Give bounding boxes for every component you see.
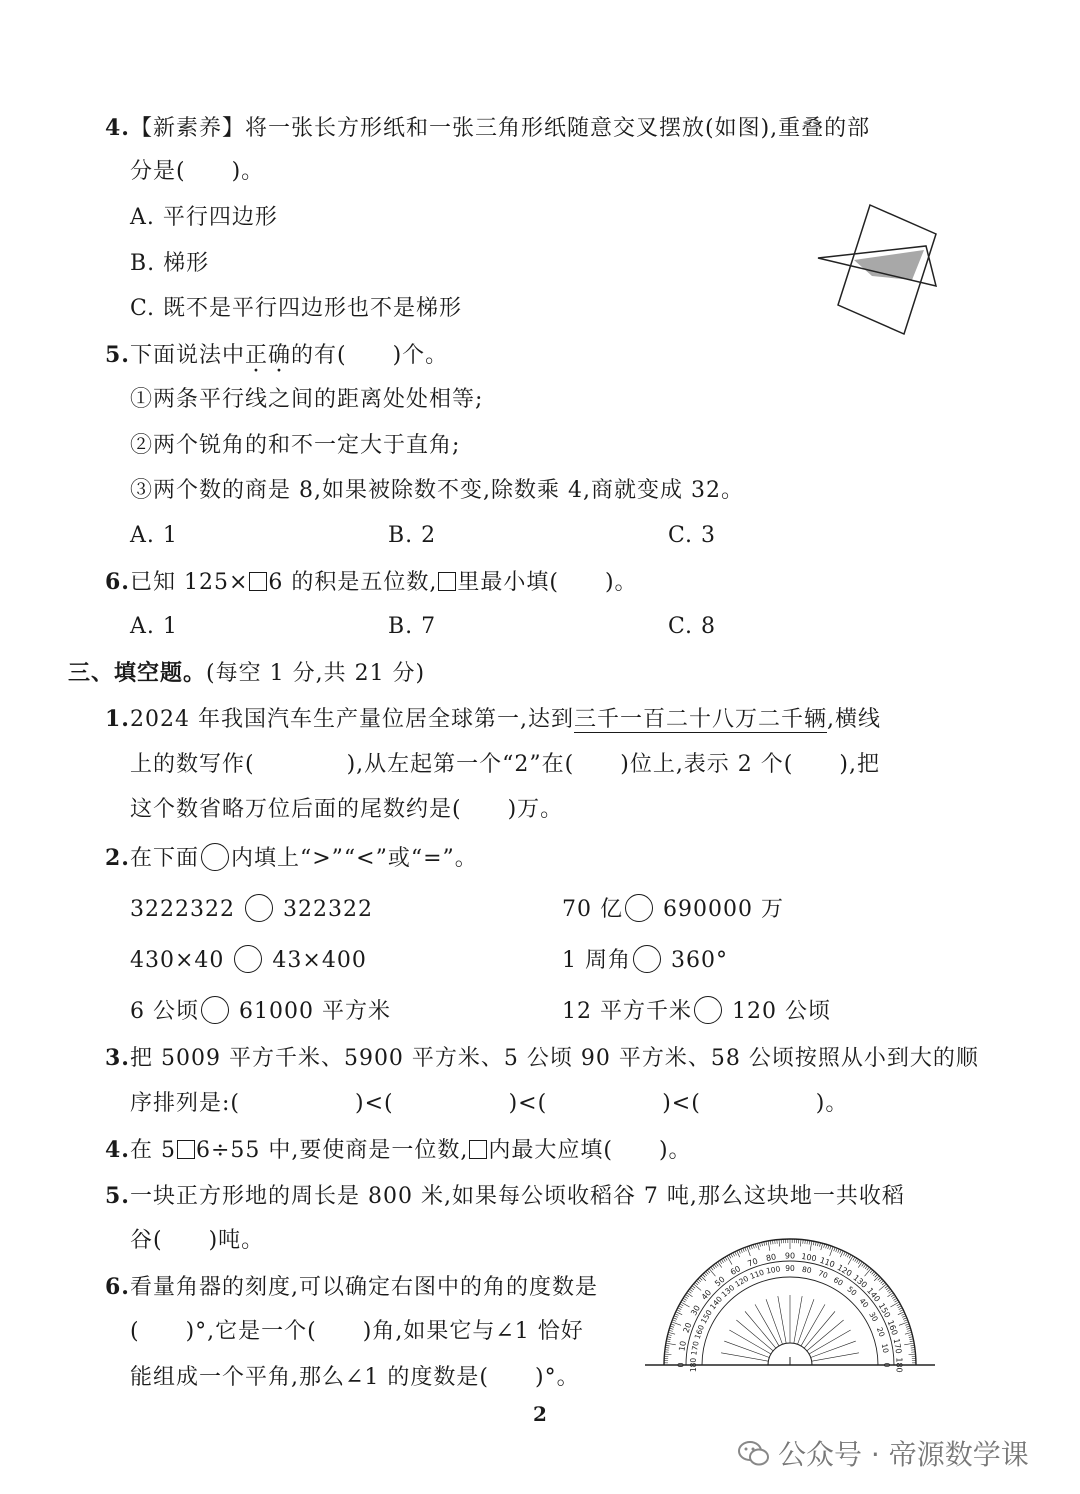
f6-line1 xyxy=(105,1273,598,1302)
protractor-tick xyxy=(681,1302,690,1307)
q6-number: 6. xyxy=(105,569,130,595)
protractor-outer-label: 110 xyxy=(818,1255,836,1270)
protractor-tick xyxy=(682,1300,685,1302)
f1-underlined: 三千一百二十八万二千辆 xyxy=(573,707,827,732)
f2-row1-right xyxy=(562,894,784,924)
q4-line1 xyxy=(105,114,870,143)
protractor-tick xyxy=(907,1330,911,1331)
f1-number: 1. xyxy=(105,706,130,732)
protractor-radial xyxy=(745,1311,776,1348)
protractor-tick xyxy=(733,1253,735,1257)
f2-row2-right xyxy=(562,945,728,975)
protractor-outer-label: 180 xyxy=(894,1357,904,1373)
protractor-tick xyxy=(843,1252,845,1256)
q5-statement-1: ①两条平行线之间的距离处处相等; xyxy=(130,387,484,412)
protractor-tick xyxy=(701,1276,706,1281)
q5-option-b: B. 2 xyxy=(388,523,437,548)
protractor-tick xyxy=(878,1277,881,1280)
blank-box xyxy=(249,572,267,591)
q5-statement-2: ②两个锐角的和不一定大于直角; xyxy=(130,433,461,458)
protractor-tick xyxy=(702,1274,705,1277)
protractor-tick xyxy=(909,1339,913,1340)
compare-right: 61000 平方米 xyxy=(239,999,391,1024)
protractor-tick xyxy=(838,1249,840,1253)
q5-option-a: A. 1 xyxy=(130,523,178,548)
protractor-tick xyxy=(753,1245,754,1249)
protractor-inner-label: 20 xyxy=(874,1325,887,1339)
protractor-tick xyxy=(670,1328,674,1329)
protractor-tick xyxy=(751,1245,752,1249)
protractor-outer-label: 50 xyxy=(713,1274,727,1289)
protractor-tick xyxy=(800,1239,801,1246)
protractor-tick xyxy=(853,1257,855,1260)
protractor-tick xyxy=(902,1316,906,1318)
f1-pre: 2024 年我国汽车生产量位居全球第一,达到 xyxy=(129,707,574,732)
protractor-tick xyxy=(863,1264,865,1267)
protractor-tick xyxy=(899,1308,903,1310)
protractor-radial xyxy=(721,1353,768,1361)
protractor-outer-label: 60 xyxy=(728,1264,743,1278)
compare-circle xyxy=(201,843,229,871)
protractor-inner-label: 80 xyxy=(801,1264,813,1276)
protractor-tick xyxy=(849,1255,851,1258)
compare-right: 120 公顷 xyxy=(732,999,831,1024)
section-3-note: (每空 1 分,共 21 分) xyxy=(206,661,426,686)
f1-line1 xyxy=(105,705,881,734)
page-number: 2 xyxy=(533,1402,547,1426)
protractor-tick xyxy=(671,1324,675,1325)
protractor-tick xyxy=(691,1287,694,1289)
q6-line1 xyxy=(105,568,638,597)
compare-circle[interactable] xyxy=(625,894,653,922)
q5-emphasis-2: 确 xyxy=(268,343,292,368)
f1-post: ,横线 xyxy=(826,707,881,732)
protractor-tick xyxy=(824,1244,825,1248)
q5-number: 5. xyxy=(105,342,130,368)
protractor-outer-label: 150 xyxy=(876,1301,893,1320)
f6-line3: 能组成一个平角,那么∠1 的度数是( )°。 xyxy=(130,1365,580,1390)
f6-line2: ( )°,它是一个( )角,如果它与∠1 恰好 xyxy=(130,1319,584,1344)
protractor-tick xyxy=(768,1241,770,1251)
protractor-inner-label: 10 xyxy=(879,1342,891,1354)
compare-circle[interactable] xyxy=(633,945,661,973)
protractor-tick xyxy=(755,1244,756,1248)
protractor-tick xyxy=(904,1343,914,1345)
protractor-tick xyxy=(905,1332,912,1334)
protractor-tick xyxy=(677,1310,681,1312)
protractor-tick xyxy=(745,1247,746,1251)
compare-circle[interactable] xyxy=(694,996,722,1024)
protractor-inner-label: 110 xyxy=(748,1267,766,1281)
compare-right: 322322 xyxy=(282,897,373,922)
protractor-tick xyxy=(900,1310,904,1312)
protractor-tick xyxy=(828,1245,829,1249)
protractor-tick xyxy=(678,1308,682,1310)
protractor-tick xyxy=(696,1281,699,1284)
protractor-outer-label: 120 xyxy=(835,1262,854,1279)
blank-box xyxy=(177,1140,195,1159)
protractor-tick xyxy=(901,1314,905,1316)
protractor-tick xyxy=(897,1304,900,1306)
protractor-tick xyxy=(716,1263,718,1266)
protractor-tick xyxy=(689,1289,692,1291)
q6-option-c: C. 8 xyxy=(668,614,717,639)
protractor-outer-label: 40 xyxy=(699,1288,714,1302)
protractor-tick xyxy=(766,1241,767,1245)
protractor-tick xyxy=(729,1255,731,1258)
protractor-tick xyxy=(720,1261,722,1264)
f1-line3: 这个数省略万位后面的尾数约是( )万。 xyxy=(130,797,564,822)
protractor-tick xyxy=(834,1247,835,1251)
q5-emphasis-1: 正 xyxy=(244,343,268,368)
f5-text: 一块正方形地的周长是 800 米,如果每公顷收稻谷 7 吨,那么这块地一共收稻 xyxy=(129,1184,905,1209)
protractor-tick xyxy=(872,1271,875,1274)
protractor-radial xyxy=(812,1353,859,1361)
protractor-inner-label: 40 xyxy=(857,1296,871,1310)
protractor-tick xyxy=(749,1246,750,1250)
compare-circle[interactable] xyxy=(234,945,262,973)
protractor-tick xyxy=(810,1241,812,1251)
protractor-inner-label: 170 xyxy=(689,1340,701,1357)
q4-option-a: A. 平行四边形 xyxy=(130,205,278,230)
protractor-tick xyxy=(757,1243,759,1250)
protractor-tick xyxy=(668,1332,675,1334)
q6-mid: 6 的积是五位数, xyxy=(268,570,438,595)
protractor-tick xyxy=(890,1302,899,1307)
protractor-tick xyxy=(693,1284,701,1290)
protractor-tick xyxy=(709,1268,715,1276)
protractor-tick xyxy=(669,1330,673,1331)
watermark-text: 公众号 · 帝源数学课 xyxy=(778,1438,1029,1471)
protractor-outer-label: 0 xyxy=(676,1362,686,1368)
protractor-tick xyxy=(865,1266,867,1269)
protractor-tick xyxy=(695,1282,698,1285)
protractor-tick xyxy=(898,1306,902,1308)
protractor-outer-label: 20 xyxy=(681,1321,694,1335)
protractor-tick xyxy=(865,1268,871,1276)
protractor-outer-label: 80 xyxy=(765,1252,777,1263)
compare-left: 6 公顷 xyxy=(130,999,199,1024)
protractor-tick xyxy=(672,1320,676,1321)
compare-circle[interactable] xyxy=(201,996,229,1024)
protractor-outer-label: 100 xyxy=(800,1251,818,1264)
protractor-tick xyxy=(879,1284,887,1290)
protractor-tick xyxy=(692,1286,695,1289)
protractor-tick xyxy=(875,1274,878,1277)
protractor-tick xyxy=(821,1243,823,1250)
protractor-tick xyxy=(675,1314,679,1316)
protractor-tick xyxy=(905,1324,909,1325)
protractor-tick xyxy=(813,1241,814,1245)
wechat-icon xyxy=(738,1440,770,1475)
f3-text: 把 5009 平方千米、5900 平方米、5 公顷 90 平方米、58 公顷按照从小到大的顺 xyxy=(129,1046,979,1071)
protractor-inner-label: 140 xyxy=(708,1294,725,1312)
protractor-tick xyxy=(674,1316,678,1318)
f4-post: 6÷55 中,要使商是一位数, xyxy=(195,1138,469,1163)
protractor-tick xyxy=(684,1296,687,1298)
protractor-tick xyxy=(743,1248,744,1252)
protractor-inner-label: 30 xyxy=(867,1310,880,1324)
q5-option-c: C. 3 xyxy=(668,523,717,548)
protractor-radial xyxy=(804,1311,835,1348)
protractor-tick xyxy=(893,1298,896,1300)
protractor-tick xyxy=(739,1250,741,1254)
compare-left: 3222322 xyxy=(130,897,235,922)
compare-right: 360° xyxy=(671,948,728,973)
protractor-tick xyxy=(910,1341,914,1342)
protractor-tick xyxy=(664,1354,671,1355)
protractor-radial xyxy=(807,1320,844,1351)
protractor-tick xyxy=(764,1242,765,1246)
q4-text: 将一张长方形纸和一张三角形纸随意交叉摆放(如图),重叠的部 xyxy=(244,116,871,141)
protractor-inner-label: 60 xyxy=(831,1275,845,1288)
protractor-tick xyxy=(830,1246,831,1250)
protractor-tick xyxy=(815,1242,816,1246)
protractor-tick xyxy=(679,1306,683,1308)
protractor-tick xyxy=(886,1287,889,1289)
protractor-tick xyxy=(741,1249,743,1253)
protractor-tick xyxy=(721,1259,723,1262)
protractor-outer-label: 160 xyxy=(885,1319,900,1337)
protractor-tick xyxy=(712,1266,714,1269)
f5-line1 xyxy=(105,1182,905,1211)
protractor-tick xyxy=(874,1276,879,1281)
protractor-tick xyxy=(904,1320,908,1321)
protractor-inner-label: 130 xyxy=(719,1283,737,1300)
protractor-inner-label: 160 xyxy=(692,1323,706,1341)
blank-box xyxy=(438,572,456,591)
f4-pre: 在 5 xyxy=(129,1138,176,1163)
protractor-tick xyxy=(858,1261,860,1264)
protractor-outer-label: 70 xyxy=(746,1256,760,1269)
q6-option-b: B. 7 xyxy=(388,614,437,639)
q5-statement-3: ③两个数的商是 8,如果被除数不变,除数乘 4,商就变成 32。 xyxy=(130,478,744,503)
q6-pre: 已知 125× xyxy=(129,570,249,595)
watermark xyxy=(738,1433,1029,1475)
protractor-outer-label: 30 xyxy=(689,1303,703,1318)
blank-box xyxy=(469,1140,487,1159)
protractor-tick xyxy=(727,1256,732,1265)
protractor-tick xyxy=(735,1252,737,1256)
protractor-tick xyxy=(885,1286,888,1289)
protractor-tick xyxy=(879,1279,882,1282)
compare-left: 1 周角 xyxy=(562,948,631,973)
protractor-tick xyxy=(909,1354,916,1355)
protractor-inner-label: 70 xyxy=(816,1268,830,1281)
protractor-radial xyxy=(794,1296,802,1343)
protractor-inner-label: 180 xyxy=(689,1357,698,1373)
protractor-tick xyxy=(680,1304,683,1306)
q5-pre: 下面说法中 xyxy=(129,343,245,368)
protractor-tick xyxy=(667,1339,671,1340)
protractor-tick xyxy=(704,1273,707,1276)
overlap-figure xyxy=(812,200,942,340)
f2-row2-left xyxy=(130,945,367,975)
compare-right: 43×400 xyxy=(272,948,367,973)
protractor-tick xyxy=(856,1259,858,1262)
protractor-tick xyxy=(907,1328,911,1329)
protractor-tick xyxy=(848,1256,853,1265)
compare-left: 430×40 xyxy=(130,948,225,973)
f4-post2: 内最大应填( )。 xyxy=(488,1138,692,1163)
f5-line2: 谷( )吨。 xyxy=(130,1228,265,1253)
f3-number: 3. xyxy=(105,1045,130,1071)
protractor-tick xyxy=(723,1258,725,1261)
protractor-tick xyxy=(731,1254,733,1258)
protractor-tick xyxy=(847,1254,849,1258)
q4-number: 4. xyxy=(105,115,130,141)
f2-number: 2. xyxy=(105,845,130,871)
f2-pre: 在下面 xyxy=(129,846,199,871)
protractor-tick xyxy=(891,1295,894,1297)
protractor-tick xyxy=(686,1295,689,1297)
protractor-tick xyxy=(873,1273,876,1276)
f3-line1 xyxy=(105,1044,979,1073)
f2-row3-left xyxy=(130,996,391,1026)
q4-option-b: B. 梯形 xyxy=(130,251,210,276)
protractor-tick xyxy=(870,1270,873,1273)
q6-option-a: A. 1 xyxy=(130,614,178,639)
section-3-title: 三、填空题。 xyxy=(68,660,207,686)
protractor-inner-label: 50 xyxy=(845,1284,859,1298)
protractor-tick xyxy=(887,1289,890,1291)
compare-right: 690000 万 xyxy=(663,897,784,922)
protractor-tick xyxy=(666,1341,670,1342)
compare-left: 70 亿 xyxy=(562,897,623,922)
f3-line2: 序排列是:( )<( )<( )<( )。 xyxy=(130,1091,849,1116)
q5-line1 xyxy=(105,341,448,370)
protractor-tick xyxy=(903,1318,907,1319)
protractor-inner-label: 0 xyxy=(882,1362,891,1368)
protractor-tick xyxy=(826,1245,827,1249)
f4-number: 4. xyxy=(105,1137,130,1163)
protractor-radial xyxy=(778,1296,786,1343)
protractor-outer-label: 90 xyxy=(784,1251,796,1261)
protractor-tick xyxy=(895,1300,898,1302)
f2-post: 内填上“>”“<”或“=”。 xyxy=(230,846,478,871)
compare-left: 12 平方千米 xyxy=(562,999,692,1024)
protractor-tick xyxy=(840,1250,842,1254)
protractor-radial xyxy=(736,1320,773,1351)
section-3-heading xyxy=(68,659,425,688)
f2-row3-right xyxy=(562,996,831,1026)
protractor-tick xyxy=(725,1257,727,1260)
protractor-tick xyxy=(836,1248,837,1252)
protractor-tick xyxy=(683,1298,686,1300)
q6-post: 里最小填( )。 xyxy=(457,570,638,595)
protractor-tick xyxy=(670,1326,674,1327)
protractor-tick xyxy=(706,1271,709,1274)
protractor-tick xyxy=(714,1264,716,1267)
protractor-tick xyxy=(779,1239,780,1246)
protractor-tick xyxy=(711,1267,714,1270)
protractor-tick xyxy=(855,1258,857,1261)
protractor-inner-label: 150 xyxy=(698,1308,714,1326)
protractor-inner-label: 120 xyxy=(733,1273,751,1289)
q5-post: 的有( )个。 xyxy=(291,343,449,368)
f2-row1-left xyxy=(130,894,373,924)
protractor-tick xyxy=(699,1277,702,1280)
protractor-outer-label: 130 xyxy=(851,1273,869,1290)
protractor-tick xyxy=(673,1318,677,1319)
protractor-outer-label: 140 xyxy=(865,1286,882,1304)
f4-line1 xyxy=(105,1136,692,1165)
protractor-inner-label: 90 xyxy=(785,1264,795,1273)
q4-tag: 【新素养】 xyxy=(129,116,245,141)
f1-line2: 上的数写作( ),从左起第一个“2”在( )位上,表示 2 个( ),把 xyxy=(130,752,880,777)
protractor-tick xyxy=(892,1296,895,1298)
protractor-tick xyxy=(707,1270,710,1273)
protractor-outer-label: 10 xyxy=(677,1340,688,1352)
protractor-tick xyxy=(698,1279,701,1282)
protractor-tick xyxy=(882,1282,885,1285)
protractor-tick xyxy=(666,1343,676,1345)
protractor-inner-label: 100 xyxy=(765,1264,782,1276)
protractor-tick xyxy=(845,1253,847,1257)
protractor-tick xyxy=(688,1291,691,1293)
protractor-tick xyxy=(867,1267,870,1270)
protractor-tick xyxy=(862,1263,864,1266)
f5-number: 5. xyxy=(105,1183,130,1209)
compare-circle[interactable] xyxy=(245,894,273,922)
f2-line1 xyxy=(105,843,478,873)
protractor-outer-label: 170 xyxy=(891,1337,904,1355)
f6-number: 6. xyxy=(105,1274,130,1300)
protractor-figure xyxy=(640,1222,940,1382)
q4-line2: 分是( )。 xyxy=(130,159,265,184)
protractor-tick xyxy=(889,1291,892,1293)
f6-text: 看量角器的刻度,可以确定右图中的角的度数是 xyxy=(129,1275,598,1300)
protractor-tick xyxy=(906,1326,910,1327)
protractor-tick xyxy=(881,1281,884,1284)
q4-option-c: C. 既不是平行四边形也不是梯形 xyxy=(130,296,463,321)
